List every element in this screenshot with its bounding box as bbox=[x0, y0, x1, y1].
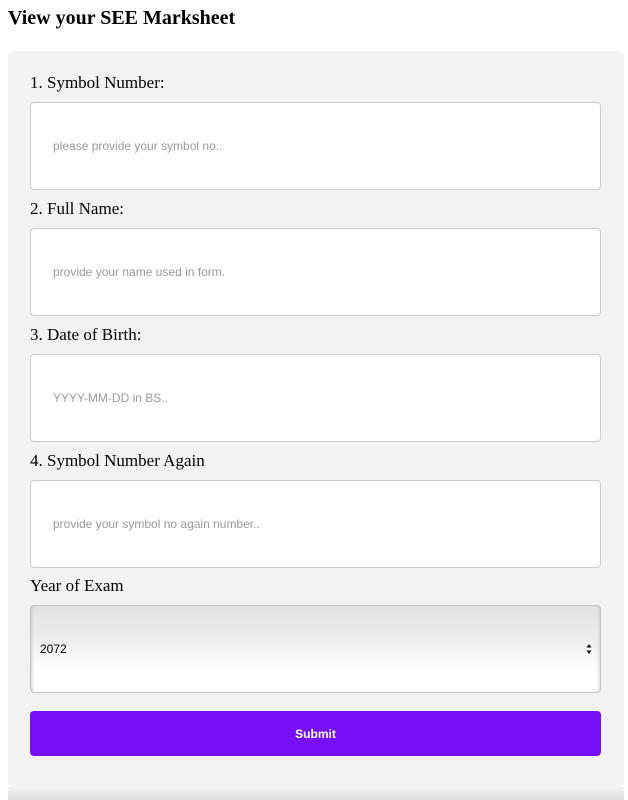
submit-button[interactable]: Submit bbox=[30, 711, 601, 756]
updown-chevron-icon bbox=[586, 643, 592, 655]
year-of-exam-select[interactable] bbox=[30, 605, 601, 693]
year-of-exam-selected-value: 2072 bbox=[40, 642, 67, 656]
symbol-number-input[interactable] bbox=[30, 102, 601, 190]
symbol-number-label: 1. Symbol Number: bbox=[30, 73, 165, 92]
panel-bottom-shadow bbox=[8, 787, 624, 800]
page-title: View your SEE Marksheet bbox=[8, 7, 236, 29]
symbol-number-again-input[interactable] bbox=[30, 480, 601, 568]
full-name-label: 2. Full Name: bbox=[30, 199, 124, 218]
date-of-birth-input[interactable] bbox=[30, 354, 601, 442]
date-of-birth-label: 3. Date of Birth: bbox=[30, 325, 142, 344]
full-name-input[interactable] bbox=[30, 228, 601, 316]
year-of-exam-label: Year of Exam bbox=[30, 576, 124, 595]
symbol-number-again-label: 4. Symbol Number Again bbox=[30, 451, 205, 470]
